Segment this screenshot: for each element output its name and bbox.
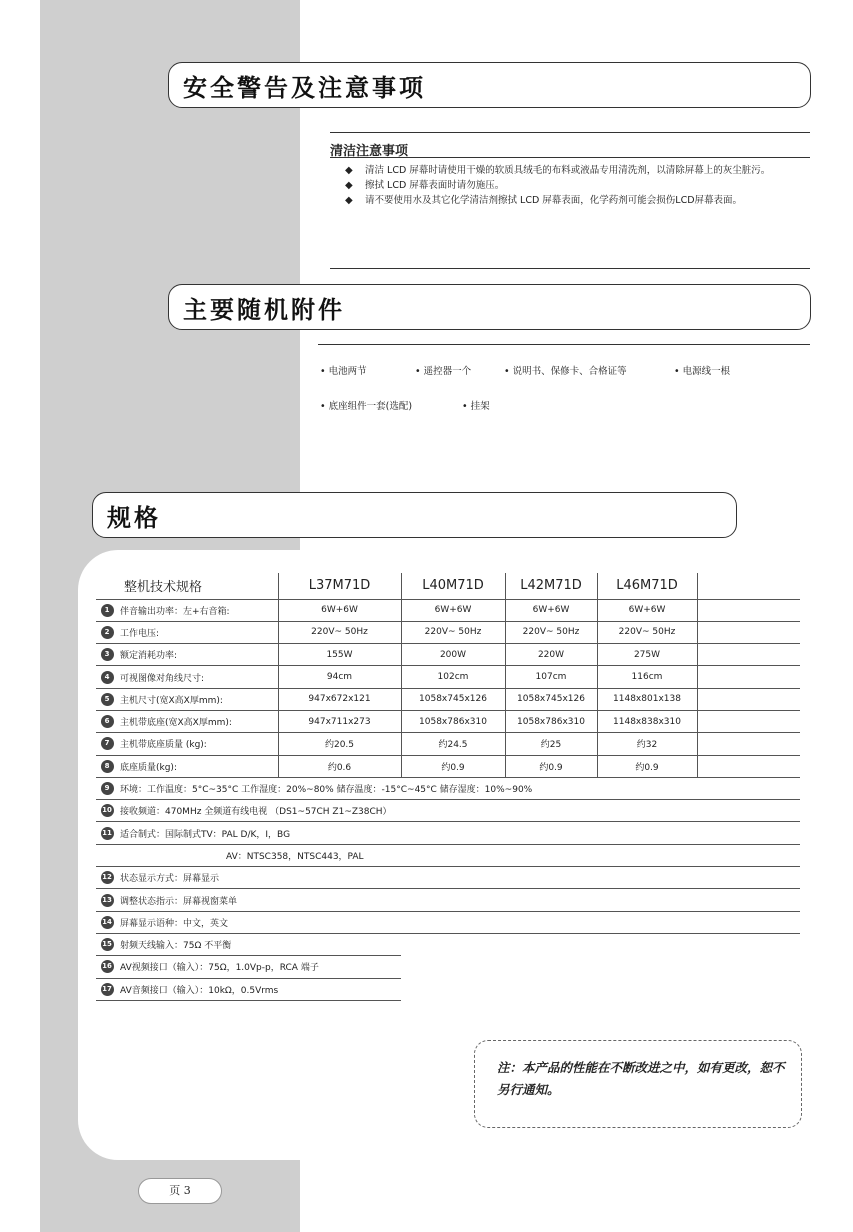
spec-section-title: 规格	[107, 503, 161, 532]
row-value: 约0.9	[597, 755, 697, 777]
row-value: 220V~ 50Hz	[505, 621, 597, 643]
row-value: 6W+6W	[505, 599, 597, 621]
safety-section-title: 安全警告及注意事项	[183, 73, 426, 102]
safety-section-header	[168, 62, 811, 108]
accessories-section-header	[168, 284, 811, 330]
row-value: 约25	[505, 733, 597, 755]
accessory-item: • 说明书、保修卡、合格证等	[504, 366, 627, 377]
row-text: 适合制式：国际制式TV：PAL D/K，I，BG	[118, 822, 800, 844]
item-number: 8	[101, 760, 114, 773]
cleaning-title-rule	[330, 157, 810, 158]
row-value: 102cm	[401, 666, 505, 688]
row-text: 状态显示方式：屏幕显示	[118, 867, 800, 889]
row-text: 屏幕显示语种：中文，英文	[118, 911, 800, 933]
table-row	[96, 889, 800, 911]
row-value: 1058x745x126	[505, 688, 597, 710]
row-label: 额定消耗功率:	[118, 644, 278, 666]
row-value: 220V~ 50Hz	[278, 621, 401, 643]
table-row	[96, 644, 800, 666]
table-row	[96, 666, 800, 688]
row-value: 200W	[401, 644, 505, 666]
row-value: 116cm	[597, 666, 697, 688]
row-value: 6W+6W	[597, 599, 697, 621]
table-row	[96, 688, 800, 710]
table-row	[96, 956, 800, 978]
cleaning-item-text: 擦拭 LCD 屏幕表面时请勿施压。	[365, 180, 505, 191]
row-value: 220V~ 50Hz	[597, 621, 697, 643]
note-text: 注：本产品的性能在不断改进之中，如有更改，恕不另行通知。	[497, 1060, 785, 1097]
spec-table	[96, 573, 800, 1001]
item-number: 9	[101, 782, 114, 795]
cleaning-list	[345, 164, 815, 209]
row-value: 220W	[505, 644, 597, 666]
table-row	[96, 844, 800, 866]
page-number: 页 3	[138, 1178, 222, 1204]
spec-header-label: 整机技术规格	[118, 573, 278, 599]
accessory-item: • 电源线一根	[674, 366, 731, 377]
item-number: 6	[101, 715, 114, 728]
row-label: 可视图像对角线尺寸:	[118, 666, 278, 688]
model-header: L46M71D	[597, 573, 697, 599]
model-header: L42M71D	[505, 573, 597, 599]
row-value: 约20.5	[278, 733, 401, 755]
row-label: 主机带底座质量 (kg):	[118, 733, 278, 755]
row-value: 1058x786x310	[401, 710, 505, 732]
table-row	[96, 800, 800, 822]
item-number: 4	[101, 671, 114, 684]
item-number: 17	[101, 983, 114, 996]
cleaning-top-rule	[330, 132, 810, 133]
item-number: 11	[101, 827, 114, 840]
note-box	[474, 1040, 802, 1128]
table-row	[96, 911, 800, 933]
row-value: 约0.9	[401, 755, 505, 777]
row-value: 1058x786x310	[505, 710, 597, 732]
row-text: 调整状态指示：屏幕视窗菜单	[118, 889, 800, 911]
row-value: 947x711x273	[278, 710, 401, 732]
accessories-rule	[318, 344, 810, 345]
list-item	[345, 194, 815, 208]
accessories-section-title: 主要随机附件	[183, 295, 345, 324]
row-value: 1148x838x310	[597, 710, 697, 732]
cleaning-bottom-rule	[330, 268, 810, 269]
row-value: 107cm	[505, 666, 597, 688]
diamond-bullet-icon: ◆	[345, 165, 353, 176]
row-text: AV视频接口（输入）：75Ω，1.0Vp-p，RCA 端子	[118, 956, 401, 978]
table-row	[96, 621, 800, 643]
model-header: L40M71D	[401, 573, 505, 599]
table-row	[96, 933, 800, 955]
row-value: 约0.9	[505, 755, 597, 777]
table-row	[96, 755, 800, 777]
table-row	[96, 710, 800, 732]
row-value: 6W+6W	[278, 599, 401, 621]
table-row	[96, 978, 800, 1000]
table-row	[96, 867, 800, 889]
cleaning-title: 清洁注意事项	[330, 144, 409, 159]
diamond-bullet-icon: ◆	[345, 195, 353, 206]
list-item	[345, 179, 815, 193]
row-text: 环境：工作温度：5°C~35°C 工作湿度：20%~80% 储存温度：-15°C~45°C 储存湿度：10%~90%	[118, 777, 800, 799]
row-value: 1058x745x126	[401, 688, 505, 710]
spec-section-header	[92, 492, 737, 538]
table-row	[96, 777, 800, 799]
row-label: 伴音输出功率：左+右音箱:	[118, 599, 278, 621]
item-number: 7	[101, 737, 114, 750]
row-label: 主机尺寸(宽X高X厚mm):	[118, 688, 278, 710]
item-number: 10	[101, 804, 114, 817]
row-value: 155W	[278, 644, 401, 666]
row-label: 主机带底座(宽X高X厚mm):	[118, 710, 278, 732]
list-item	[345, 164, 815, 178]
row-value: 约24.5	[401, 733, 505, 755]
accessory-item: • 挂架	[462, 401, 490, 412]
accessory-item: • 电池两节	[320, 366, 367, 377]
item-number: 13	[101, 894, 114, 907]
diamond-bullet-icon: ◆	[345, 180, 353, 191]
item-number: 2	[101, 626, 114, 639]
table-row	[96, 733, 800, 755]
item-number: 15	[101, 938, 114, 951]
row-value: 220V~ 50Hz	[401, 621, 505, 643]
item-number: 1	[101, 604, 114, 617]
row-value: 275W	[597, 644, 697, 666]
row-text: AV：NTSC358，NTSC443，PAL	[118, 844, 800, 866]
accessory-item: • 遥控器一个	[415, 366, 472, 377]
row-value: 6W+6W	[401, 599, 505, 621]
row-value: 1148x801x138	[597, 688, 697, 710]
cleaning-item-text: 请不要使用水及其它化学清洁剂擦拭 LCD 屏幕表面，化学药剂可能会损伤LCD屏幕表面。	[365, 195, 743, 206]
item-number: 16	[101, 960, 114, 973]
table-row	[96, 822, 800, 844]
item-number: 14	[101, 916, 114, 929]
row-value: 947x672x121	[278, 688, 401, 710]
row-value: 94cm	[278, 666, 401, 688]
row-text: 接收频道：470MHz 全频道有线电视 （DS1~57CH Z1~Z38CH）	[118, 800, 800, 822]
table-row	[96, 599, 800, 621]
row-text: AV音频接口（输入）：10kΩ，0.5Vrms	[118, 978, 401, 1000]
model-header: L37M71D	[278, 573, 401, 599]
cleaning-item-text: 清洁 LCD 屏幕时请使用干燥的软质具绒毛的布料或液晶专用清洗剂，以清除屏幕上的灰尘脏污。	[365, 165, 771, 176]
row-value: 约32	[597, 733, 697, 755]
item-number: 3	[101, 648, 114, 661]
row-text: 射频天线输入：75Ω 不平衡	[118, 933, 401, 955]
row-label: 底座质量(kg):	[118, 755, 278, 777]
table-header-row	[96, 573, 800, 599]
accessory-item: • 底座组件一套(选配)	[320, 401, 413, 412]
item-number: 12	[101, 871, 114, 884]
row-value: 约0.6	[278, 755, 401, 777]
row-label: 工作电压:	[118, 621, 278, 643]
item-number: 5	[101, 693, 114, 706]
